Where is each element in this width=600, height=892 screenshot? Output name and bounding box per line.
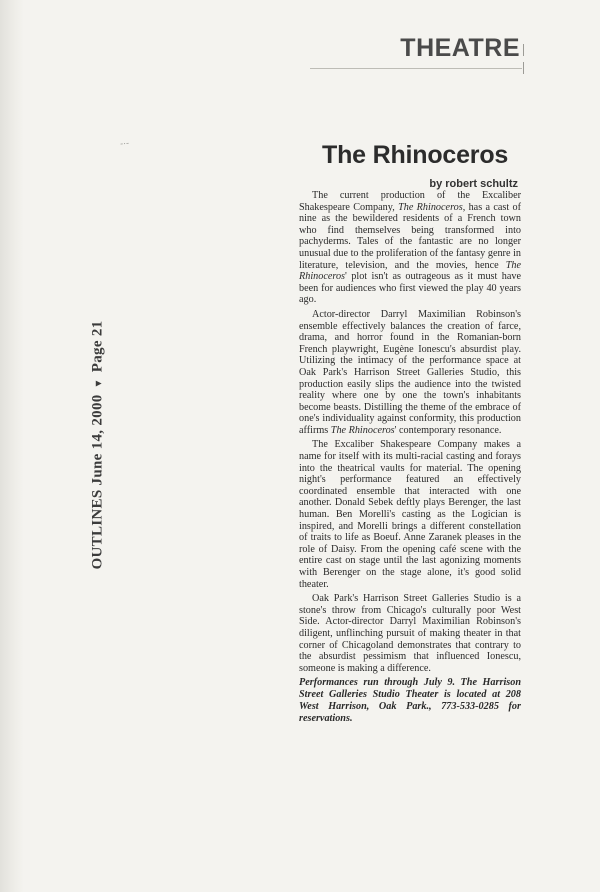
section-heading: THEATRE <box>400 34 520 62</box>
triangle-down-icon: ▼ <box>93 378 105 389</box>
margin-page-number: Page 21 <box>89 320 106 373</box>
play-title: The Rhinoceros <box>330 424 395 436</box>
section-rule <box>310 68 522 69</box>
page-edge-shadow <box>0 0 24 892</box>
play-title: The Rhinoceros <box>398 201 463 213</box>
edge-tick <box>523 62 524 74</box>
article-paragraph: The current production of the Excaliber Shakespeare Company, The Rhinoceros, has a cast of nine as the bewildered residents of a French town who find themselves being transformed into pachyderms. Tales of the fantastic are no longer unusual due to the proliferation of the fantasy genre in literature, television, and the movies, hence The Rhinoceros' plot isn't as outrageous as it must have been for audiences who first viewed the play 40 years ago. <box>299 190 521 306</box>
article-body <box>299 190 521 728</box>
article-byline: by robert schultz <box>429 178 518 190</box>
play-title: The Rhinoceros <box>299 259 521 283</box>
margin-publication-note <box>90 321 107 570</box>
edge-tick <box>523 44 524 56</box>
article-paragraph: The Excaliber Shakespeare Company makes a name for itself with its multi-racial casting and forays into the theatrical vaults for material. The opening night's performance featured an effectively coordinated ensemble that interacted with one another. Donald Sebek deftly plays Berenger, the last human. Ben Morelli's casting as the Logician is inspired, and Morelli brings a different constellation of traits to life as Boeuf. Anne Zaranek pleases in the role of Daisy. From the opening café scene with the entire cast on stage until the last agonizing moments with Berenger on the stage alone, it's good solid theater. <box>299 439 521 590</box>
stray-mark: -·- <box>119 137 130 149</box>
article-headline: The Rhinoceros <box>322 141 509 169</box>
article-paragraph: Oak Park's Harrison Street Galleries Studio is a stone's throw from Chicago's culturally poor West Side. Actor-director Darryl Maximilian Robinson's diligent, unflinching pursuit of making theater in that corner of Chicagoland demonstrates that contrary to the absurdist pessimism that influenced Ionescu, someone is making a difference. <box>299 593 521 674</box>
margin-date: OUTLINES June 14, 2000 <box>89 394 106 570</box>
performance-info: Performances run through July 9. The Harrison Street Galleries Studio Theater is located at 208 West Harrison, Oak Park., 773-533-0285 for reservations. <box>299 677 521 724</box>
article-paragraph: Actor-director Darryl Maximilian Robinson's ensemble effectively balances the creation of farce, drama, and horror found in the Romanian-born French playwright, Eugène Ionescu's absurdist play. Utilizing the intimacy of the performance space at Oak Park's Harrison Street Galleries Studio, this production easily slips the audience into the twisted reality where one by one the town's inhabitants become beasts. Distilling the theme of the embrace of one's individuality against conformity, this production affirms The Rhinoceros' contemporary resonance. <box>299 308 521 436</box>
